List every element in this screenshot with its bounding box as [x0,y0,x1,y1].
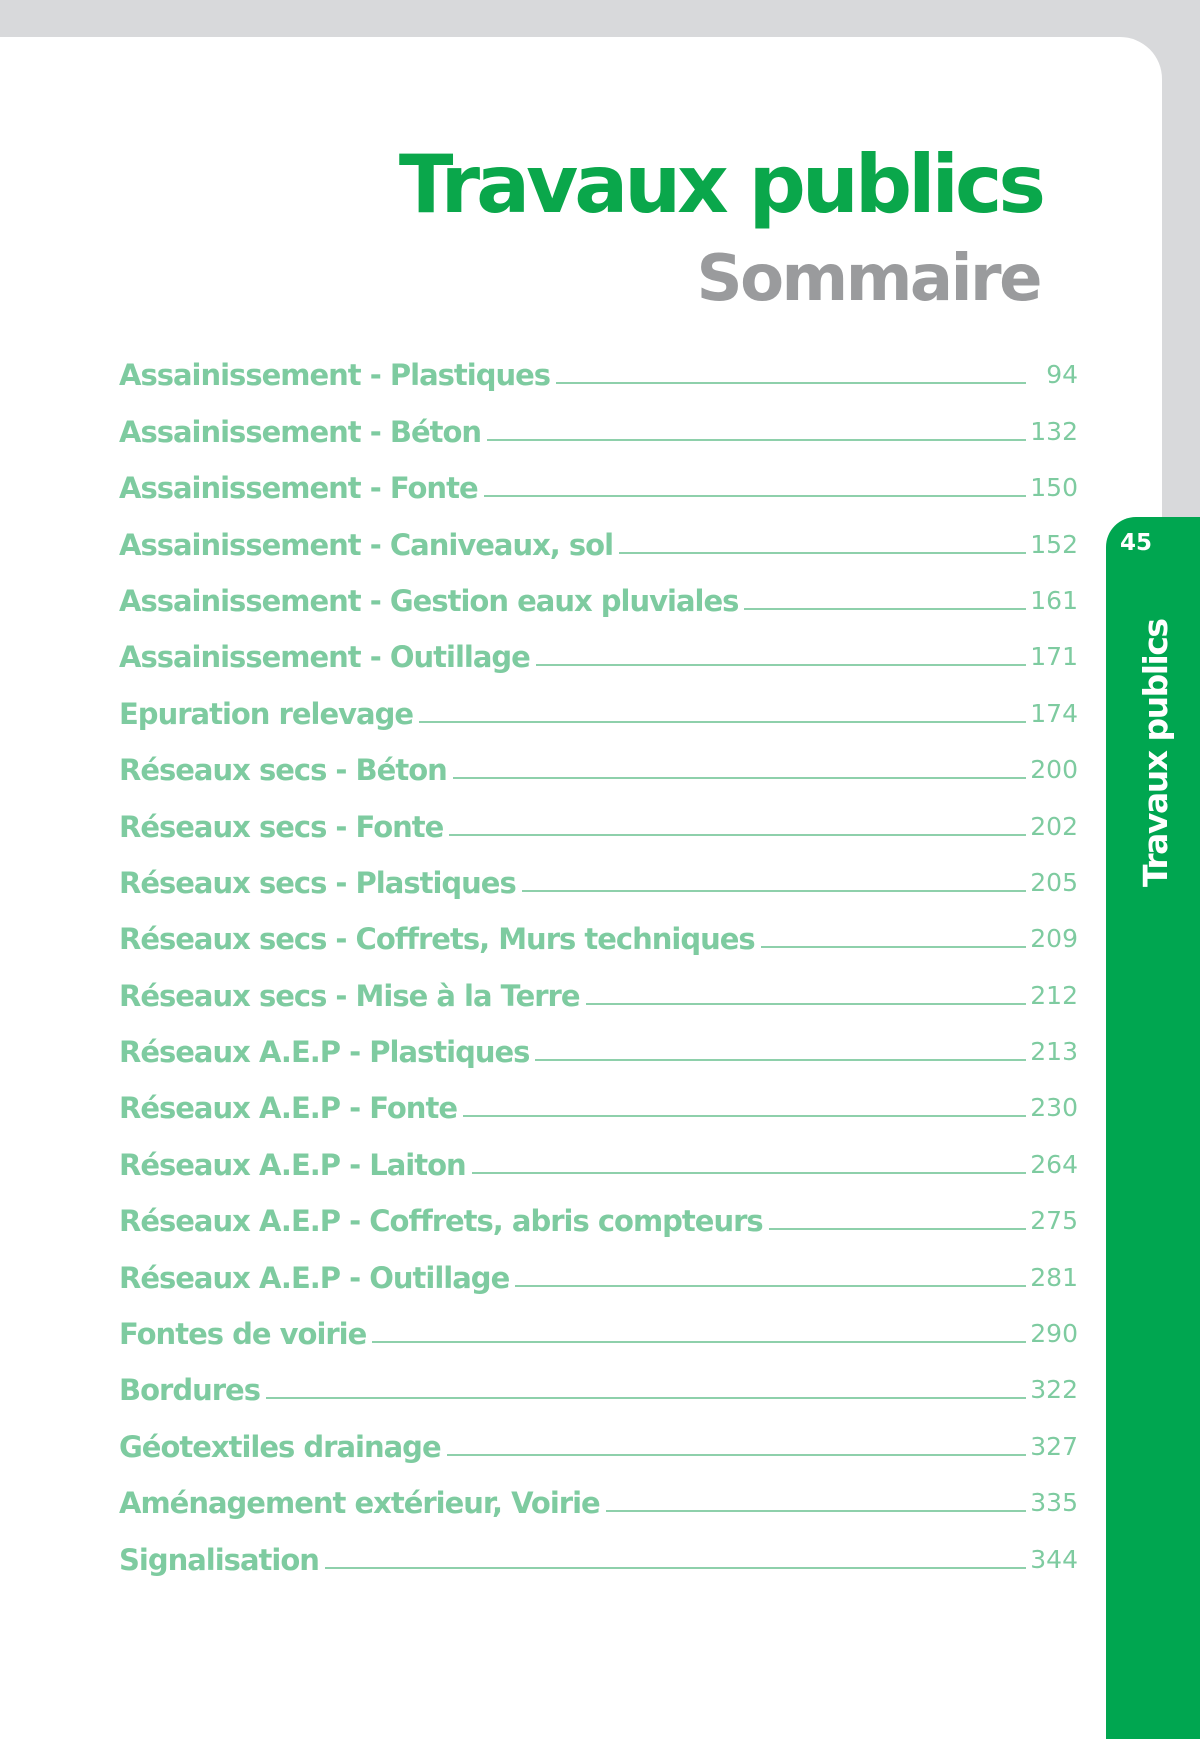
toc-leader-line [325,1567,1026,1569]
toc-entry[interactable] [119,1465,1078,1521]
toc-entry-page: 322 [1030,1375,1078,1405]
toc-entry-label: Assainissement - Fonte [119,471,478,506]
toc-entry-page: 281 [1030,1262,1078,1292]
toc-leader-line [536,664,1026,666]
toc-entry-page: 335 [1030,1488,1078,1518]
toc-entry[interactable] [119,1014,1078,1070]
toc-entry-page: 344 [1030,1544,1078,1574]
toc-entry[interactable] [119,506,1078,562]
toc-leader-line [449,834,1026,836]
toc-entry[interactable] [119,1408,1078,1464]
toc-entry[interactable] [119,957,1078,1013]
toc-leader-line [619,552,1026,554]
toc-entry-label: Epuration relevage [119,696,414,731]
toc-entry-page: 290 [1030,1319,1078,1349]
toc-entry-page: 275 [1030,1206,1078,1236]
toc-entry-label: Assainissement - Plastiques [119,358,551,393]
toc-entry-page: 213 [1030,1037,1078,1067]
toc-entry-page: 212 [1030,980,1078,1010]
toc-leader-line [266,1397,1026,1399]
toc-entry-label: Géotextiles drainage [119,1429,441,1464]
page-subtitle: Sommaire [696,242,1040,316]
toc-leader-line [586,1003,1026,1005]
toc-leader-line [744,608,1026,610]
toc-entry-page: 205 [1030,867,1078,897]
toc-entry[interactable] [119,1070,1078,1126]
toc-entry-label: Réseaux secs - Mise à la Terre [119,978,580,1013]
toc-leader-line [606,1510,1026,1512]
toc-entry[interactable] [119,788,1078,844]
toc-entry-page: 171 [1030,642,1078,672]
toc-entry[interactable] [119,1183,1078,1239]
toc-entry-label: Réseaux secs - Plastiques [119,865,516,900]
toc-entry-page: 264 [1030,1149,1078,1179]
page-title: Travaux publics [398,138,1042,231]
toc-entry-label: Fontes de voirie [119,1317,367,1352]
toc-leader-line [769,1228,1026,1230]
toc-entry[interactable] [119,901,1078,957]
toc-entry-label: Réseaux secs - Fonte [119,809,444,844]
toc-entry[interactable] [119,1126,1078,1182]
toc-entry-page: 150 [1030,473,1078,503]
toc-leader-line [761,946,1026,948]
toc-leader-line [472,1172,1026,1174]
toc-entry[interactable] [119,675,1078,731]
toc-entry[interactable] [119,619,1078,675]
toc-entry[interactable] [119,563,1078,619]
toc-leader-line [419,721,1026,723]
section-tab[interactable] [1106,517,1200,1739]
tab-page-number: 45 [1119,530,1152,556]
toc-leader-line [535,1059,1026,1061]
tab-section-label: Travaux publics [1136,619,1175,887]
toc-entry[interactable] [119,1521,1078,1577]
toc-entry-label: Assainissement - Caniveaux, sol [119,527,614,562]
toc-entry[interactable] [119,450,1078,506]
toc-leader-line [522,890,1026,892]
toc-entry-page: 209 [1030,924,1078,954]
toc-entry-page: 202 [1030,811,1078,841]
toc-entry[interactable] [119,845,1078,901]
toc-entry-page: 132 [1030,416,1078,446]
toc-entry-page: 230 [1030,1093,1078,1123]
table-of-contents [119,337,1078,1578]
toc-entry-label: Réseaux A.E.P - Outillage [119,1260,510,1295]
toc-leader-line [447,1454,1026,1456]
toc-entry-page: 94 [1046,360,1078,390]
toc-entry-page: 200 [1030,755,1078,785]
toc-entry[interactable] [119,1239,1078,1295]
toc-entry[interactable] [119,732,1078,788]
toc-entry-page: 174 [1030,698,1078,728]
toc-leader-line [372,1341,1026,1343]
toc-entry[interactable] [119,337,1078,393]
toc-entry-label: Aménagement extérieur, Voirie [119,1486,600,1521]
toc-entry[interactable] [119,1296,1078,1352]
toc-entry-label: Bordures [119,1373,260,1408]
toc-entry-page: 152 [1030,529,1078,559]
toc-entry-label: Réseaux A.E.P - Laiton [119,1147,466,1182]
toc-entry-label: Réseaux A.E.P - Coffrets, abris compteurs [119,1204,763,1239]
toc-entry-page: 161 [1030,585,1078,615]
toc-entry-label: Assainissement - Gestion eaux pluviales [119,583,739,618]
toc-entry-label: Signalisation [119,1542,319,1577]
toc-leader-line [487,439,1026,441]
toc-entry-page: 327 [1030,1431,1078,1461]
toc-entry-label: Réseaux secs - Béton [119,753,447,788]
toc-leader-line [556,382,1026,384]
toc-entry-label: Assainissement - Outillage [119,640,530,675]
toc-entry-label: Réseaux A.E.P - Fonte [119,1091,457,1126]
toc-leader-line [515,1285,1026,1287]
toc-leader-line [463,1115,1026,1117]
toc-entry-label: Assainissement - Béton [119,414,482,449]
toc-entry[interactable] [119,393,1078,449]
toc-leader-line [484,495,1026,497]
toc-entry-label: Réseaux A.E.P - Plastiques [119,1035,530,1070]
toc-entry-label: Réseaux secs - Coffrets, Murs techniques [119,922,755,957]
toc-leader-line [453,777,1026,779]
toc-entry[interactable] [119,1352,1078,1408]
